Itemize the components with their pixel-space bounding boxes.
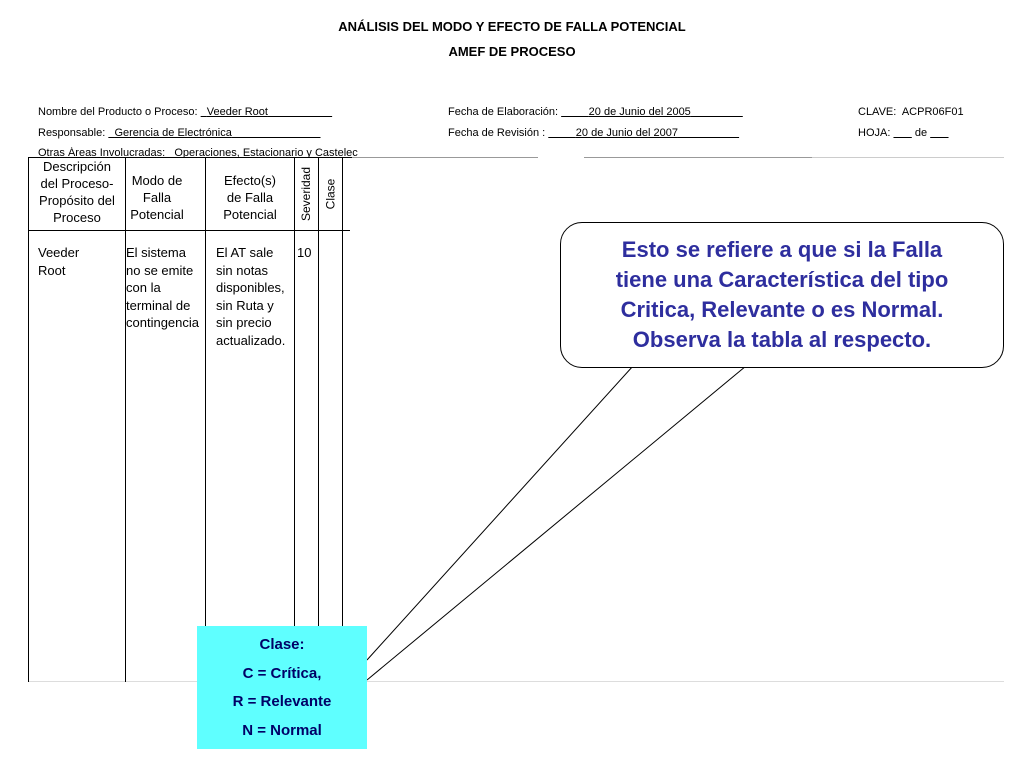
cell-descripcion: Veeder Root — [38, 245, 80, 278]
header-severidad: Severidad — [299, 166, 314, 222]
hoja-label: HOJA: — [858, 127, 891, 139]
producto-label: Nombre del Producto o Proceso: — [38, 106, 198, 118]
elaboracion-label: Fecha de Elaboración: — [448, 106, 559, 118]
header-modo-falla: Modo de Falla Potencial — [130, 173, 184, 222]
elaboracion-value: 20 de Junio del 2005 — [588, 106, 691, 118]
legend-item-critica: C = Crítica, — [242, 664, 322, 682]
callout-line: Critica, Relevante o es Normal. — [620, 297, 944, 322]
responsable-label: Responsable: — [38, 127, 106, 139]
header-efecto: Efecto(s) de Falla Potencial — [223, 173, 277, 222]
legend-item-normal: N = Normal — [242, 722, 322, 740]
cell-severidad: 10 — [297, 245, 312, 260]
cell-modo-falla: El sistema no se emite con la terminal de contingencia — [126, 245, 199, 330]
header-descripcion: Descripción del Proceso- Propósito del Proceso — [39, 159, 115, 225]
revision-value: 20 de Junio del 2007 — [575, 127, 678, 139]
responsable-value: Gerencia de Electrónica — [114, 127, 232, 139]
callout-line: Observa la tabla al respecto. — [632, 327, 932, 352]
page-title: ANÁLISIS DEL MODO Y EFECTO DE FALLA POTENCIAL — [338, 19, 686, 34]
header-clase: Clase — [323, 178, 338, 210]
legend-title: Clase: — [259, 635, 305, 653]
legend-item-relevante: R = Relevante — [232, 693, 332, 711]
callout-bubble — [560, 222, 1004, 368]
producto-value: Veeder Root — [206, 106, 268, 118]
clave-value: ACPR06F01 — [901, 106, 964, 118]
callout-line: tiene una Característica del tipo — [615, 267, 949, 292]
revision-label: Fecha de Revisión : — [448, 127, 546, 139]
clave-label: CLAVE: — [858, 106, 897, 118]
otras-label: Otras Áreas Involucradas: — [38, 147, 166, 158]
page-subtitle: AMEF DE PROCESO — [448, 44, 576, 59]
hoja-de: de — [914, 127, 928, 139]
clase-legend — [197, 626, 367, 749]
otras-value: Operaciones, Estacionario y Castelec — [174, 147, 358, 158]
cell-efecto: El AT sale sin notas disponibles, sin Ruta y sin precio actualizado. — [216, 245, 286, 348]
callout-line: Esto se refiere a que si la Falla — [621, 237, 943, 262]
